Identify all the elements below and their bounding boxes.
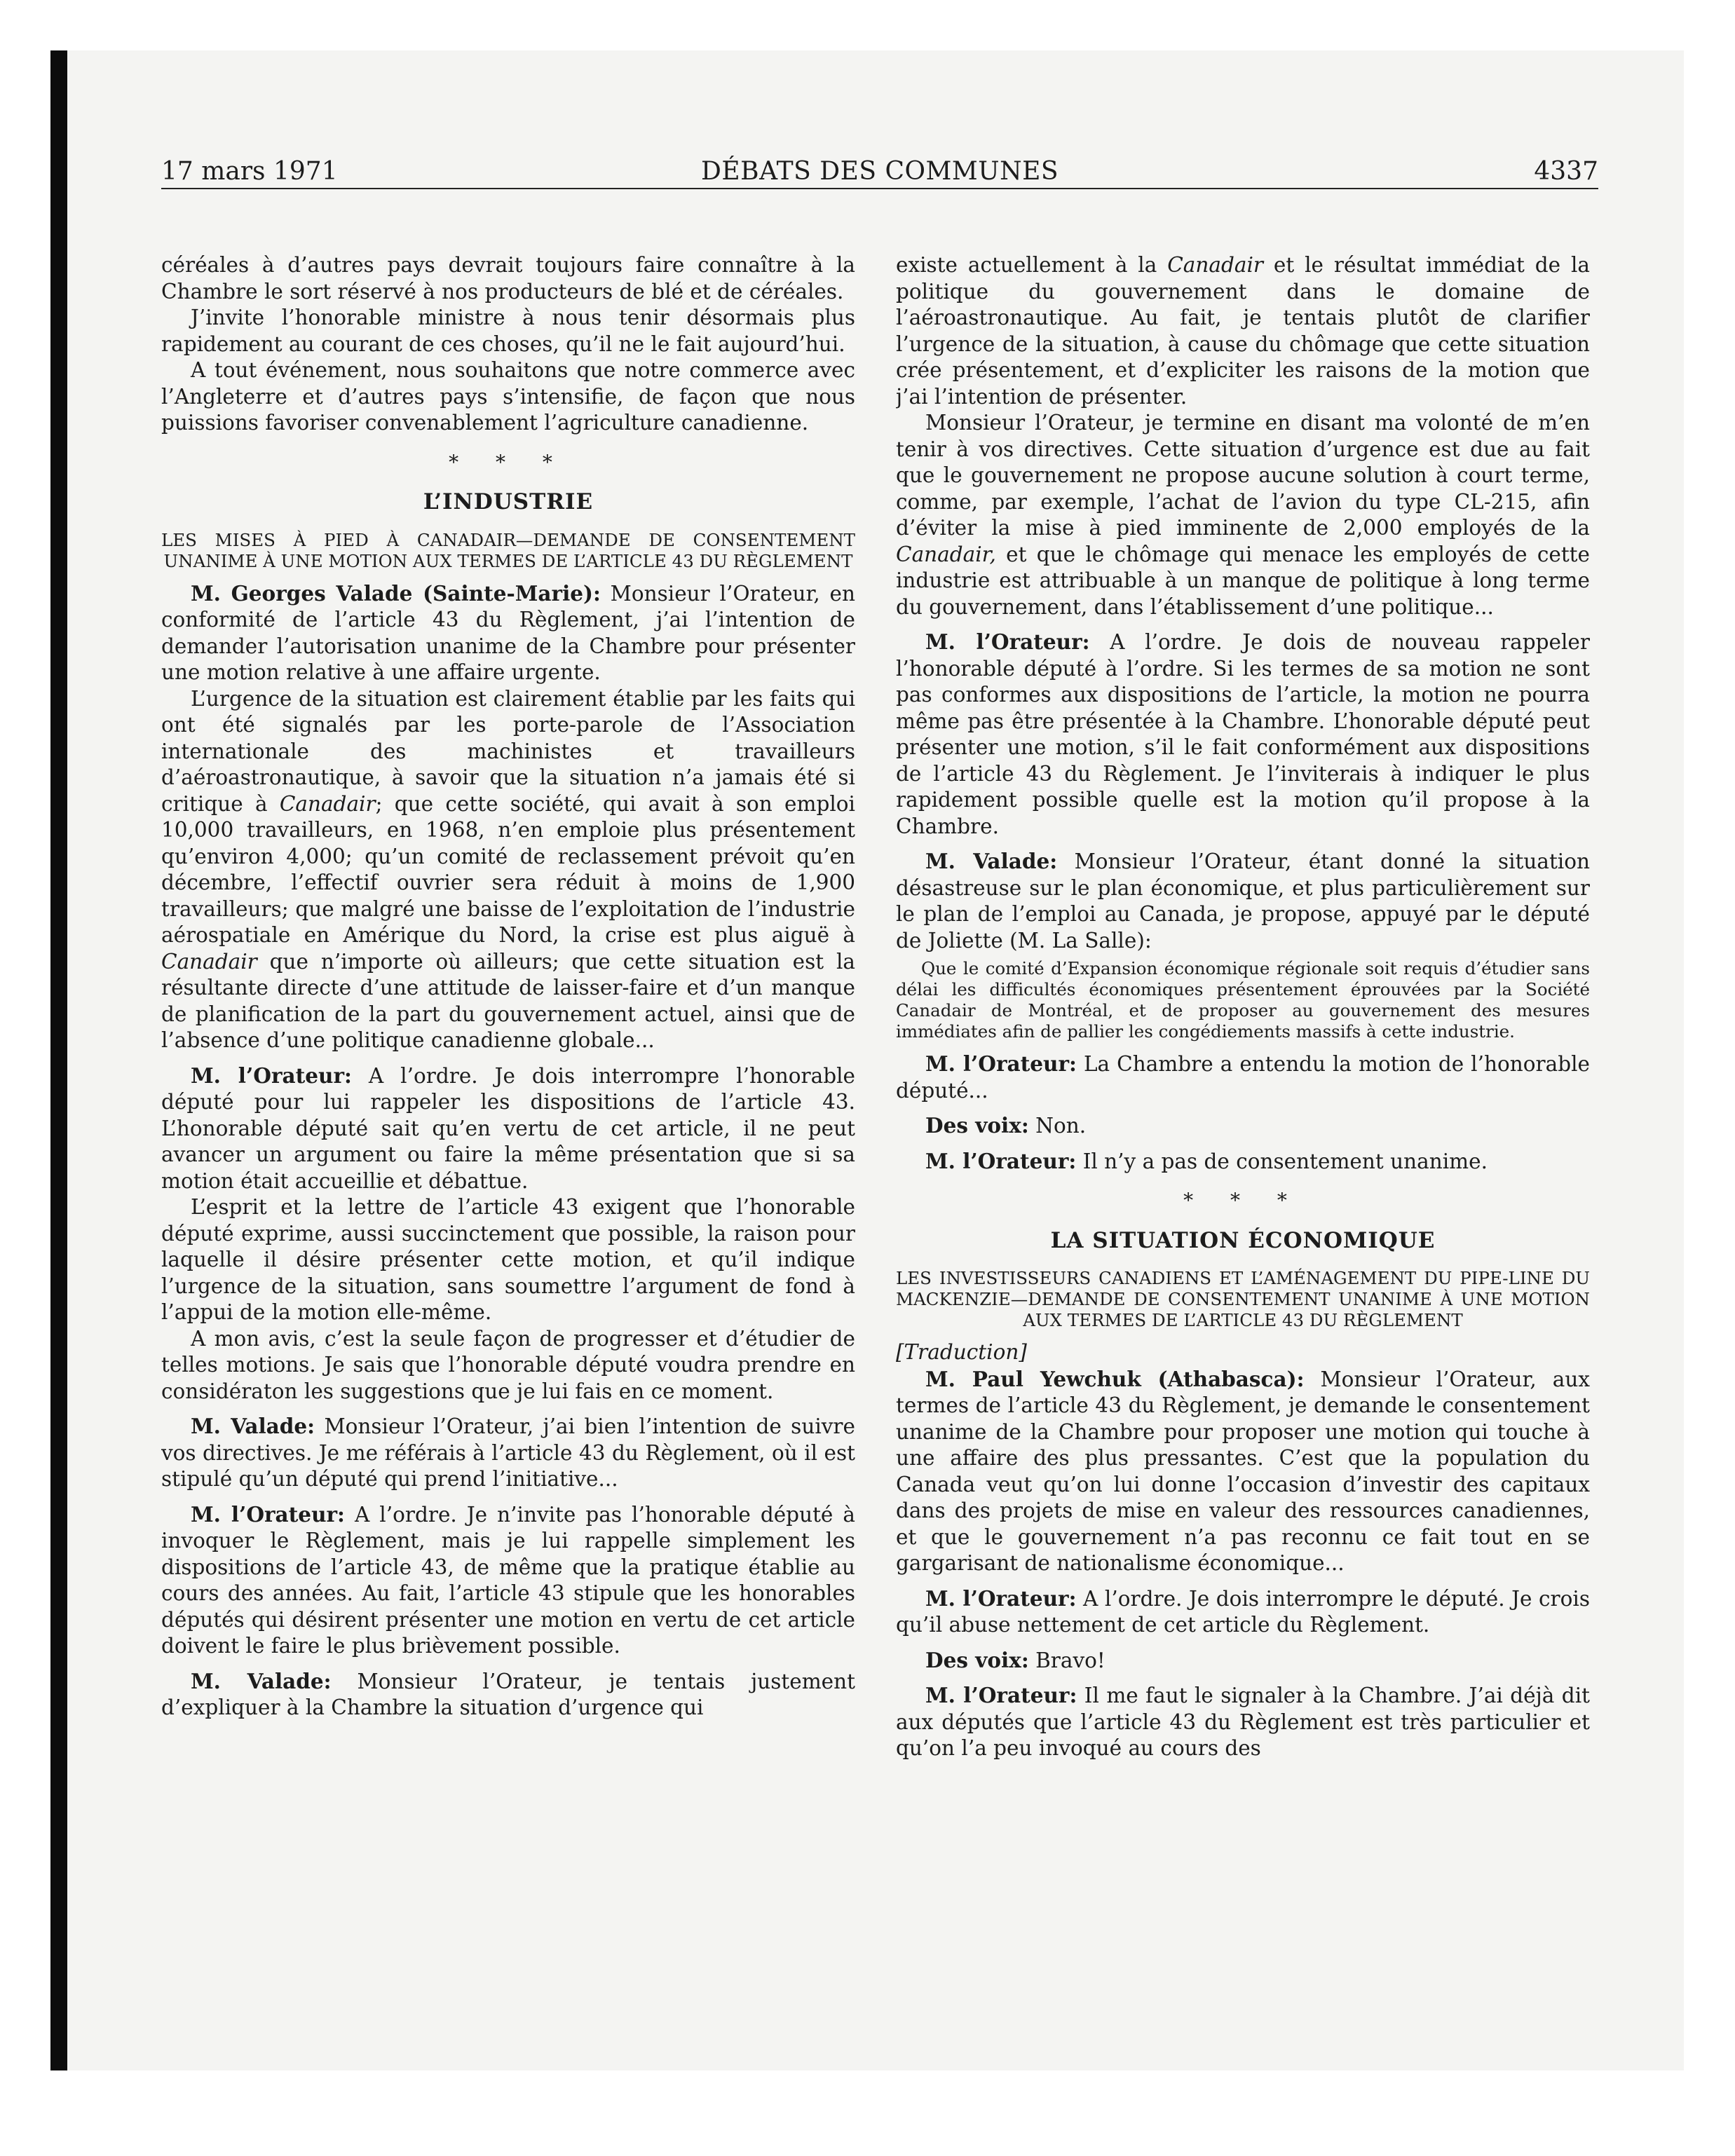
speech xyxy=(896,1148,1590,1175)
section-separator: * * * xyxy=(1183,1189,1302,1212)
section-heading: L’INDUSTRIE xyxy=(423,489,594,514)
paragraph: A tout événement, nous souhaitons que notre commerce avec l’Angleterre et d’autres pays s’intensifie, de façon que nous puissions favoriser convenablement l’agriculture canadienne. xyxy=(161,358,855,435)
speech xyxy=(896,848,1590,954)
speech-text: A l’ordre. Je n’invite pas l’honorable député à invoquer le Règlement, mais je lui rappelle simplement les dispositions de l’article 43, de même que la pratique établie au cours des années. Au fait, l’article 43 stipule que les honorables députés qui désirent présenter une motion en vertu de cet article doivent le faire le plus brièvement possible. xyxy=(161,1502,855,1658)
speaker-name: M. Valade: xyxy=(191,1414,315,1438)
speaker-name: M. l’Orateur: xyxy=(191,1501,345,1527)
right-column xyxy=(896,252,1590,1984)
scan-edge-bar xyxy=(50,50,67,2070)
speech xyxy=(161,580,855,686)
paragraph-text: Monsieur l’Orateur, je termine en disant ma volonté de m’en tenir à vos directives. Cette situation d’urgence est due au fait que le gouvernement ne propose aucune solution à court terme, comme, par exemple, l’achat de l’avion du type CL-215, afin d’éviter la mise à pied imminente de 2,000 employés de la xyxy=(896,411,1590,540)
speaker-name: M. Georges Valade (Sainte-Marie): xyxy=(191,580,601,606)
speaker-name: M. l’Orateur: xyxy=(925,1148,1077,1173)
speaker-name: M. l’Orateur: xyxy=(925,629,1090,654)
paragraph: A mon avis, c’est la seule façon de progresser et d’étudier de telles motions. Je sais que l’honorable député voudra prendre en considératon les suggestions que je lui fais en ce moment. xyxy=(161,1326,855,1403)
speech-text: Monsieur l’Orateur, aux termes de l’article 43 du Règlement, je demande le consentement unanime de la Chambre pour proposer une motion qui touche à une affaire des plus pressantes. C’est que la population du Canada veut qu’on lui donne l’occasion d’investir des capitaux dans des projets de mise en valeur des ressources canadiennes, et que le gouvernement n’a pas reconnu ce fait tout en se gargarisant de nationalisme économique... xyxy=(896,1367,1590,1575)
header-date: 17 mars 1971 xyxy=(161,157,338,186)
speech xyxy=(896,1051,1590,1104)
paragraph: L’esprit et la lettre de l’article 43 exigent que l’honorable député exprime, aussi succinctement que possible, la raison pour laquelle il désire présenter cette motion, et qu’il indique l’urgence de la situation, sans soumettre l’argument de fond à l’appui de la motion elle-même. xyxy=(161,1195,855,1324)
speech-text: Monsieur l’Orateur, j’ai bien l’intention de suivre vos directives. Je me référais à l’article 43 du Règlement, où il est stipulé qu’un député qui prend l’initiative... xyxy=(161,1414,855,1491)
speech xyxy=(896,1366,1590,1577)
header-page-number: 4337 xyxy=(1534,157,1598,186)
speech-text: Monsieur l’Orateur, étant donné la situation désastreuse sur le plan économique, et plus particulièrement sur le plan de l’emploi au Canada, je propose, appuyé par le député de Joliette (M. La Salle): xyxy=(896,850,1590,953)
section-heading: LA SITUATION ÉCONOMIQUE xyxy=(1050,1227,1436,1253)
company-name: Canadair xyxy=(161,949,257,974)
paragraph xyxy=(161,686,855,1054)
speaker-name: Des voix: xyxy=(925,1647,1029,1672)
paragraph-text: ; que cette société, qui avait à son emploi 10,000 travailleurs, en 1968, n’en emploie plus présentement qu’environ 4,000; qu’un comité de reclassement prévoit qu’en décembre, l’effectif ouvrier sera réduit à moins de 1,900 travailleurs; que malgré une baisse de l’exploitation de l’industrie aérospatiale en Amérique du Nord, la crise est plus aiguë à xyxy=(161,791,855,947)
page-header xyxy=(161,156,1598,188)
speech xyxy=(896,1682,1590,1762)
speech xyxy=(161,1063,855,1195)
translation-note xyxy=(896,1339,1590,1366)
speech-text: Non. xyxy=(1035,1114,1087,1138)
speech-text: La Chambre a entendu la motion de l’honorable député... xyxy=(896,1052,1590,1103)
speech-text: A l’ordre. Je dois interrompre l’honorable député pour lui rappeler les dispositions de l’article 43. L’honorable député sait qu’en vertu de cet article, il ne peut avancer un argument ou faire la même présentation que si sa motion était accueillie et débattue. xyxy=(161,1063,855,1193)
header-title: DÉBATS DES COMMUNES xyxy=(700,157,1059,186)
paragraph-text: que n’importe où ailleurs; que cette situation est la résultante directe d’une attitude de laisser-faire et d’un manque de planification de la part du gouvernement actuel, ainsi que de l’absence d’une politique canadienne globale... xyxy=(161,949,855,1052)
translation-label: [Traduction] xyxy=(896,1340,1027,1364)
speech xyxy=(896,1647,1590,1674)
company-name: Canadair, xyxy=(896,542,996,566)
paragraph-text: existe actuellement à la xyxy=(896,253,1168,277)
paragraph-text: et que le chômage qui menace les employés de cette industrie est attribuable à un manque de politique à long terme du gouvernement, dans l’établissement d’une politique... xyxy=(896,542,1590,619)
speech-text: Monsieur l’Orateur, en conformité de l’article 43 du Règlement, j’ai l’intention de demander l’autorisation unanime de la Chambre pour présenter une motion relative à une affaire urgente. xyxy=(161,581,855,684)
paragraph xyxy=(896,252,1590,410)
subheading: LES MISES À PIED À CANADAIR—DEMANDE DE CONSENTEMENT UNANIME À UNE MOTION AUX TERMES DE L’ARTICLE 43 DU RÈGLEMENT xyxy=(161,529,855,571)
speech-text: Il me faut le signaler à la Chambre. J’ai déjà dit aux députés que l’article 43 du Règlement est très particulier et qu’on l’a peu invoqué au cours des xyxy=(896,1684,1590,1760)
speech-text: A l’ordre. Je dois de nouveau rappeler l’honorable député à l’ordre. Si les termes de sa motion ne sont pas conformes aux dispositions de l’article, la motion ne pourra même pas être présentée à la Chambre. L’honorable député peut présenter une motion, s’il le fait conformément aux dispositions de l’article 43 du Règlement. Je l’inviterais à indiquer le plus rapidement possible quelle est la motion qu’il propose à la Chambre. xyxy=(896,630,1590,838)
motion-quote: Que le comité d’Expansion économique régionale soit requis d’étudier sans délai les difficultés économiques présentement éprouvées par la Société Canadair de Montréal, et de proposer au gouvernement des mesures immédiates afin de pallier les congédiements massifs à cette industrie. xyxy=(896,958,1590,1042)
company-name: Canadair xyxy=(279,791,376,816)
speech xyxy=(161,1668,855,1721)
paragraph: J’invite l’honorable ministre à nous tenir désormais plus rapidement au courant de ces choses, qu’il ne le fait aujourd’hui. xyxy=(161,306,855,356)
subheading: LES INVESTISSEURS CANADIENS ET L’AMÉNAGEMENT DU PIPE-LINE DU MACKENZIE—DEMANDE DE CONSENTEMENT UNANIME À UNE MOTION AUX TERMES DE L’ARTICLE 43 DU RÈGLEMENT xyxy=(896,1268,1590,1330)
speaker-name: Des voix: xyxy=(925,1113,1029,1138)
speech-text: Il n’y a pas de consentement unanime. xyxy=(1082,1149,1488,1173)
speaker-name: M. Valade: xyxy=(925,849,1058,873)
speaker-name: M. Paul Yewchuk (Athabasca): xyxy=(925,1366,1305,1391)
left-column xyxy=(161,252,855,1984)
speaker-name: M. l’Orateur: xyxy=(925,1051,1077,1076)
speech xyxy=(896,629,1590,840)
speaker-name: M. l’Orateur: xyxy=(925,1585,1077,1611)
speaker-name: M. l’Orateur: xyxy=(925,1683,1077,1707)
paragraph xyxy=(896,410,1590,620)
speech xyxy=(161,1413,855,1493)
section-separator: * * * xyxy=(449,450,568,474)
header-rule xyxy=(161,188,1598,189)
speaker-name: M. l’Orateur: xyxy=(191,1063,352,1088)
company-name: Canadair xyxy=(1167,253,1263,277)
paragraph-text: et le résultat immédiat de la politique du gouvernement dans le domaine de l’aéroastronautique. Au fait, je tentais plutôt de clarifier l’urgence de la situation, à cause du chômage que cette situation crée présentement, et d’expliciter les raisons de la motion que j’ai l’intention de présenter. xyxy=(896,253,1590,409)
speech xyxy=(896,1585,1590,1639)
speaker-name: M. Valade: xyxy=(191,1668,332,1693)
speech xyxy=(896,1112,1590,1140)
speech xyxy=(161,1501,855,1660)
paragraph-text: L’urgence de la situation est clairement établie par les faits qui ont été signalés par les porte-parole de l’Association internationale des machinistes et travailleurs d’aéroastronautique, à savoir que la situation n’a jamais été si critique à xyxy=(161,686,855,816)
speech-text: Monsieur l’Orateur, je tentais justement d’expliquer à la Chambre la situation d’urgence qui xyxy=(161,1669,855,1719)
paragraph: céréales à d’autres pays devrait toujours faire connaître à la Chambre le sort réservé à nos producteurs de blé et de céréales. xyxy=(161,253,855,303)
speech-text: A l’ordre. Je dois interrompre le député. Je crois qu’il abuse nettement de cet article du Règlement. xyxy=(896,1586,1590,1637)
speech-text: Bravo! xyxy=(1035,1648,1105,1672)
